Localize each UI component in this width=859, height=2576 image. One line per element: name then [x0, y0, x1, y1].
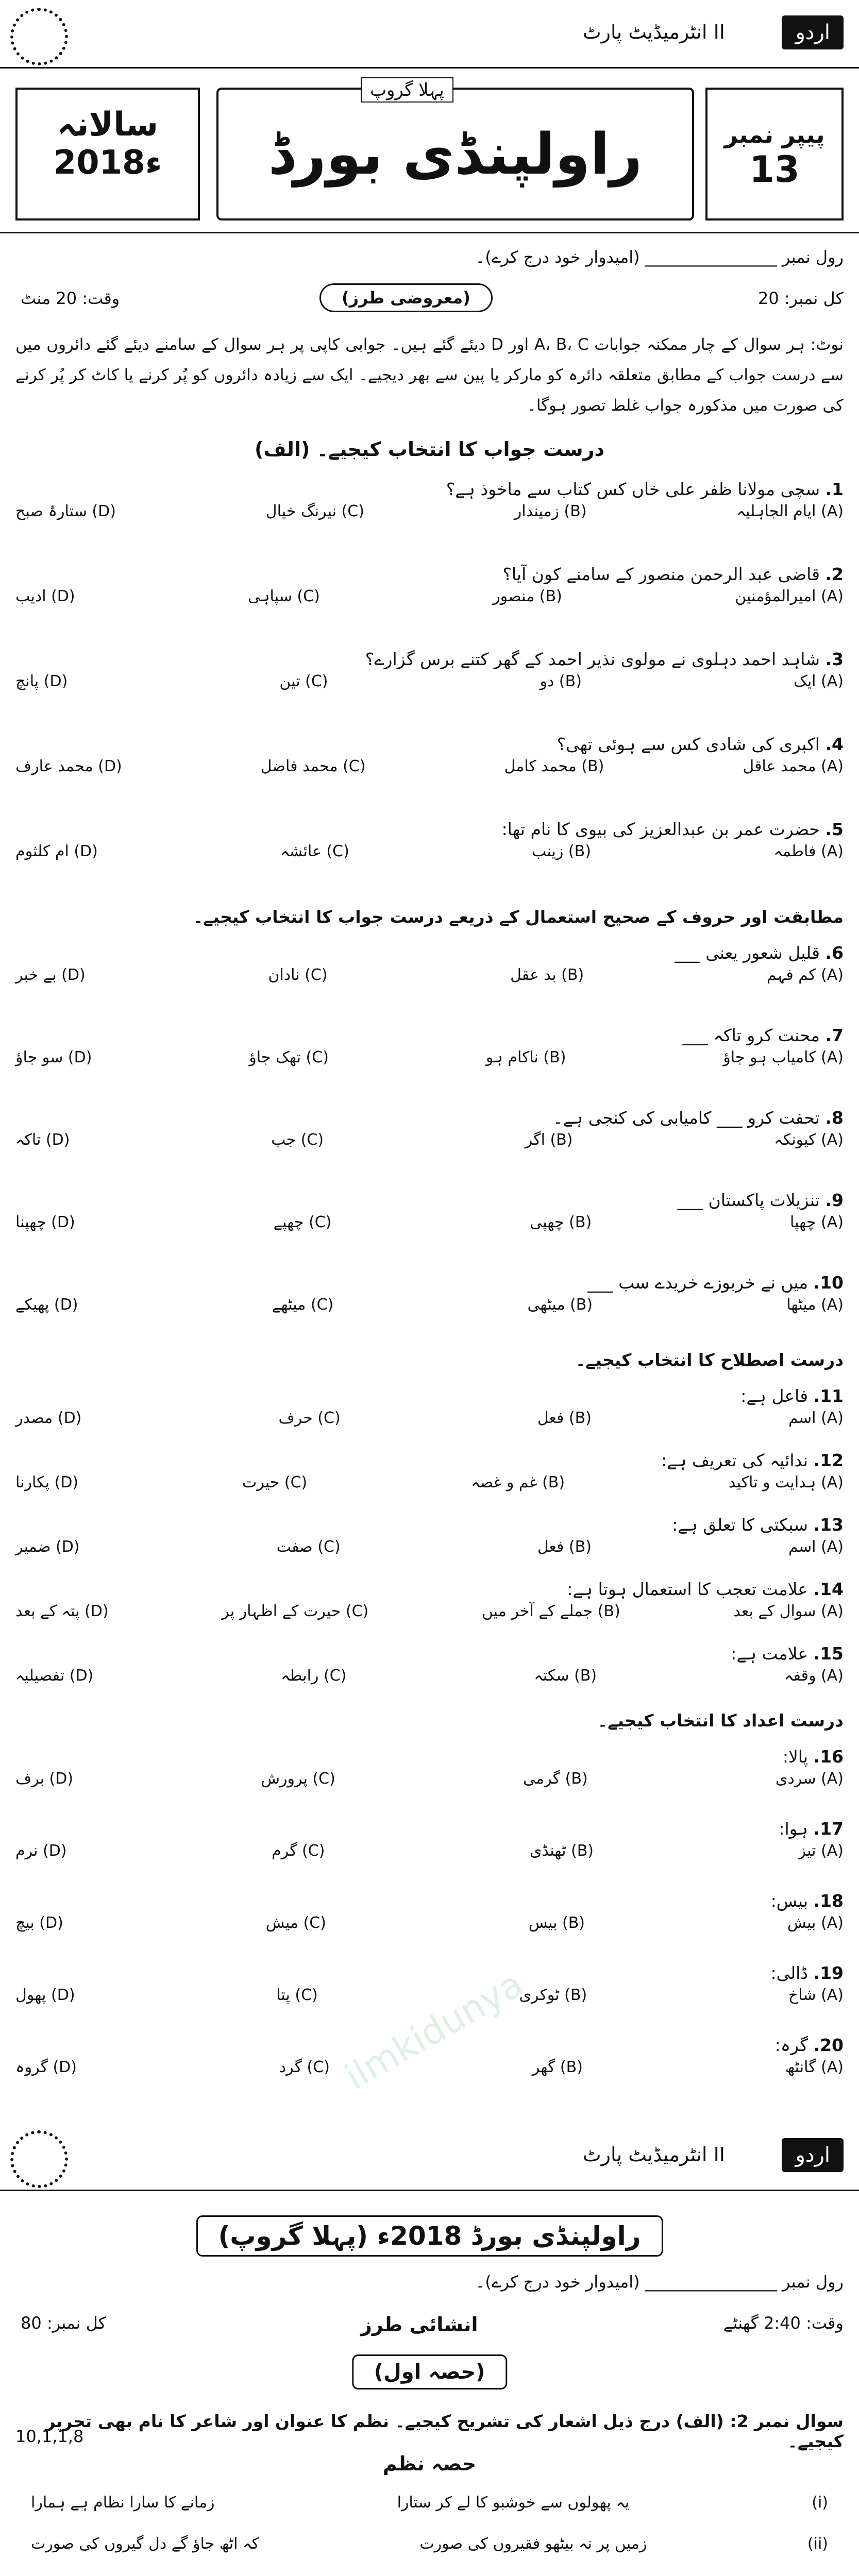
question-9 — [15, 1190, 844, 1231]
answer-option[interactable]: (B) فعل — [537, 1538, 592, 1556]
answer-option[interactable]: (D) پکارنا — [15, 1473, 79, 1492]
question-text — [15, 564, 844, 584]
poem-a: یہ پھولوں سے خوشبو کا لے کر ستارا — [397, 2494, 630, 2512]
question-16 — [15, 1747, 844, 1788]
answer-options — [15, 1914, 844, 1932]
answer-options — [15, 1213, 844, 1231]
answer-option[interactable]: (A) وقفہ — [784, 1667, 844, 1685]
answer-option[interactable]: (B) چھپی — [530, 1213, 592, 1231]
answer-option[interactable]: (A) گانٹھ — [785, 2058, 844, 2076]
question-text — [15, 1386, 844, 1406]
style-label: انشائی طرز — [361, 2313, 478, 2336]
question-body: بیس: — [770, 1891, 809, 1911]
answer-option[interactable]: (D) تاکہ — [15, 1131, 70, 1149]
answer-options — [15, 672, 844, 690]
question-text — [15, 1273, 844, 1293]
annual-label: سالانہ — [57, 106, 159, 144]
subjective-page — [0, 2123, 859, 2576]
question-body: سبکتی کا تعلق ہے: — [672, 1515, 809, 1535]
question-body: ڈالی: — [770, 1963, 809, 1983]
question-13 — [15, 1515, 844, 1556]
answer-option[interactable]: (D) نرم — [15, 1842, 67, 1860]
answer-options — [15, 587, 844, 605]
question-body: ندائیہ کی تعریف ہے: — [661, 1450, 809, 1470]
answer-option[interactable]: (A) سردی — [775, 1770, 844, 1788]
answer-option[interactable]: (D) پھول — [15, 1986, 75, 2004]
question-2 — [15, 564, 844, 605]
answer-option[interactable]: (C) سپاہی — [247, 587, 320, 605]
top-bar — [0, 0, 859, 69]
answer-option[interactable]: (B) غم و غصہ — [471, 1473, 565, 1492]
year-label: 2018ء — [53, 144, 162, 182]
answer-option[interactable]: (A) امیرالمؤمنین — [735, 587, 844, 605]
part1-title: (حصہ اول) — [352, 2354, 507, 2389]
answer-option[interactable]: (D) پانچ — [15, 672, 68, 690]
answer-option[interactable]: (C) نادان — [268, 966, 328, 984]
question-number: 7. — [825, 1025, 844, 1045]
nazm-heading: حصہ نظم — [382, 2452, 477, 2475]
subject-tag: اردو — [782, 15, 844, 49]
answer-option[interactable]: (C) رابطہ — [281, 1667, 347, 1685]
paper-number: 13 — [749, 148, 800, 191]
answer-option[interactable]: (C) محمد فاضل — [260, 757, 366, 775]
answer-option[interactable]: (B) بد عقل — [510, 966, 584, 984]
answer-option[interactable]: (C) گرم — [272, 1842, 325, 1860]
question-1 — [15, 479, 844, 520]
question-number: 2. — [825, 564, 844, 584]
question-body: حضرت عمر بن عبدالعزیز کی بیوی کا نام تھا: — [501, 819, 820, 839]
answer-options — [15, 1048, 844, 1066]
answer-option[interactable]: (A) اسم — [788, 1409, 844, 1427]
section-a-title: (الف) درست جواب کا انتخاب کیجیے۔ — [255, 438, 604, 461]
watermark: ilmkidunya — [338, 1962, 531, 2098]
question-17 — [15, 1819, 844, 1860]
answer-option[interactable]: (D) چھپنا — [15, 1213, 75, 1231]
answer-option[interactable]: (C) حیرت — [242, 1473, 308, 1492]
question-number: 4. — [825, 734, 844, 754]
question-body: فاعل ہے: — [740, 1386, 809, 1406]
answer-option[interactable]: (A) ایک — [793, 672, 844, 690]
question-4 — [15, 734, 844, 775]
answer-option[interactable]: (C) صفت — [276, 1538, 341, 1556]
question-body: پالا: — [782, 1747, 809, 1767]
answer-option[interactable]: (D) پھیکے — [15, 1296, 78, 1314]
question-number: 8. — [825, 1108, 844, 1128]
poem-line — [31, 2494, 828, 2512]
question-text — [15, 479, 844, 499]
answer-option[interactable]: (B) بیس — [528, 1914, 585, 1932]
question-number: 13. — [813, 1515, 844, 1535]
question-text — [15, 1819, 844, 1839]
question-number: 14. — [813, 1579, 844, 1599]
answer-option[interactable]: (D) تفصیلیہ — [15, 1667, 94, 1685]
question-number: 11. — [813, 1386, 844, 1406]
poem-line — [31, 2535, 828, 2553]
answer-option[interactable]: (C) گرد — [279, 2058, 330, 2076]
answer-option[interactable]: (A) شاخ — [788, 1986, 844, 2004]
question-text — [15, 649, 844, 669]
question-number: 9. — [825, 1190, 844, 1210]
answer-option[interactable]: (C) جب — [271, 1131, 324, 1149]
answer-option[interactable]: (A) ہدایت و تاکید — [728, 1473, 844, 1492]
answer-option[interactable]: (D) ضمیر — [15, 1538, 80, 1556]
answer-options — [15, 757, 844, 775]
question-number: 16. — [813, 1747, 844, 1767]
answer-option[interactable]: (B) محمد کامل — [504, 757, 604, 775]
question-5 — [15, 819, 844, 860]
subject-tag: اردو — [782, 2138, 844, 2172]
question-body: گرہ: — [774, 2035, 809, 2055]
total-marks: کل نمبر: 80 — [21, 2313, 107, 2333]
answer-option[interactable]: (C) نیرنگ خیال — [265, 502, 364, 520]
answer-option[interactable]: (B) گرمی — [523, 1770, 588, 1788]
second-top-bar — [0, 2123, 859, 2191]
poem-num: (i) — [812, 2494, 828, 2512]
total-marks: کل نمبر: 20 — [757, 289, 844, 308]
poem-b: زمانے کا سارا نظام ہے ہمارا — [31, 2494, 215, 2512]
answer-option[interactable]: (D) بے خبر — [15, 966, 86, 984]
question-body: سچی مولانا ظفر علی خاں کس کتاب سے ماخوذ ہے؟ — [446, 479, 820, 499]
answer-option[interactable]: (B) ٹوکری — [519, 1986, 587, 2004]
answer-options — [15, 1131, 844, 1149]
question-body: ہوا: — [779, 1819, 809, 1839]
question-number: 12. — [813, 1450, 844, 1470]
question-6 — [15, 943, 844, 984]
question-body: علامت تعجب کا استعمال ہوتا ہے: — [567, 1579, 809, 1599]
question-number: 6. — [825, 943, 844, 963]
answer-option[interactable]: (A) ایام الجاہلیہ — [736, 502, 844, 520]
answer-options — [15, 1473, 844, 1492]
answer-option[interactable]: (C) عائشہ — [280, 842, 349, 860]
question-text — [15, 1579, 844, 1599]
board-title-box — [216, 88, 694, 221]
paper-label: پیپر نمبر — [724, 121, 825, 148]
answer-options — [15, 1986, 844, 2004]
question-7 — [15, 1025, 844, 1066]
answer-option[interactable]: (B) دو — [540, 672, 582, 690]
answer-option[interactable]: (B) ناکام ہو — [485, 1048, 566, 1066]
instructions: نوٹ: ہر سوال کے چار ممکنہ جوابات A، B، C اور D دیئے گئے ہیں۔ جوابی کاپی پر ہر سوال کے سامنے دیئے گئے دائروں میں سے درست جواب کے مطابق متعلقہ دائرہ کو مارکر یا پین سے بھر دیجیے۔ ایک سے زیادہ دائروں کو پُر کرنے یا کاٹ کر پُر کرنے کی صورت میں مذکورہ جواب غلط تصور ہوگا۔ — [15, 335, 844, 415]
answer-option[interactable]: (B) ٹھنڈی — [529, 1842, 594, 1860]
answer-option[interactable]: (B) فعل — [537, 1409, 592, 1427]
answer-option[interactable]: (A) تیز — [798, 1842, 844, 1860]
question-14 — [15, 1579, 844, 1620]
answer-options — [15, 842, 844, 860]
question-number: 17. — [813, 1819, 844, 1839]
part-label: انٹرمیڈیٹ پارٹ II — [582, 21, 725, 43]
answer-option[interactable]: (D) گروہ — [15, 2058, 77, 2076]
question-body: اکبری کی شادی کس سے ہوئی تھی؟ — [557, 734, 820, 754]
question-number: 18. — [813, 1891, 844, 1911]
paper-number-box — [705, 88, 844, 221]
question-number: 20. — [813, 2035, 844, 2055]
answer-option[interactable]: (B) میٹھی — [527, 1296, 593, 1314]
question-number: 15. — [813, 1643, 844, 1664]
style-label: (معروضی طرز) — [319, 283, 493, 312]
answer-option[interactable]: (B) گھر — [532, 2058, 583, 2076]
answer-option[interactable]: (C) پرورش — [261, 1770, 335, 1788]
poem-num: (ii) — [807, 2535, 828, 2553]
question-text — [15, 1515, 844, 1535]
answer-option[interactable]: (A) اسم — [788, 1538, 844, 1556]
answer-option[interactable]: (C) تھک جاؤ — [249, 1048, 329, 1066]
question-text — [15, 1891, 844, 1911]
question-18 — [15, 1891, 844, 1932]
answer-option[interactable]: (C) حرف — [278, 1409, 341, 1427]
question-text — [15, 1963, 844, 1983]
answer-option[interactable]: (D) محمد عارف — [15, 757, 122, 775]
answer-option[interactable]: (D) برف — [15, 1770, 74, 1788]
board-title: راولپنڈی بورڈ — [268, 121, 643, 187]
answer-option[interactable]: (C) پتا — [276, 1986, 318, 2004]
answer-option[interactable]: (A) محمد عاقل — [743, 757, 844, 775]
answer-option[interactable]: (B) اگر — [525, 1131, 573, 1149]
time-label: وقت: 2:40 گھنٹے — [723, 2313, 844, 2333]
answer-option[interactable]: (A) چھپا — [789, 1213, 844, 1231]
question-text — [15, 943, 844, 963]
time-label: وقت: 20 منٹ — [21, 289, 120, 308]
answer-option[interactable]: (C) میٹھے — [272, 1296, 334, 1314]
question-10 — [15, 1273, 844, 1314]
poem-b: کہ اٹھ جاؤ گے دل گیروں کی صورت — [31, 2535, 259, 2553]
question-text — [15, 1108, 844, 1128]
answer-options — [15, 1538, 844, 1556]
answer-option[interactable]: (D) ام کلثوم — [15, 842, 98, 860]
question-text — [15, 734, 844, 754]
question-text — [15, 1747, 844, 1767]
answer-options — [15, 1842, 844, 1860]
answer-option[interactable]: (B) زمیندار — [514, 502, 587, 520]
question-body: تنزیلات پاکستان ___ — [677, 1190, 820, 1210]
answer-option[interactable]: (C) حیرت کے اظہار پر — [222, 1602, 369, 1620]
board-heading: راولپنڈی بورڈ 2018ء (پہلا گروپ) — [196, 2215, 663, 2257]
answer-option[interactable]: (B) منصور — [493, 587, 562, 605]
question-body: تحفت کرو ___ کامیابی کی کنجی ہے۔ — [553, 1108, 820, 1128]
answer-option[interactable]: (A) بیش — [787, 1914, 844, 1932]
question-body: محنت کرو تاکہ ___ — [682, 1025, 820, 1045]
question-12 — [15, 1450, 844, 1492]
answer-option[interactable]: (C) تین — [279, 672, 328, 690]
question-body: قاضی عبد الرحمن منصور کے سامنے کون آیا؟ — [502, 564, 820, 584]
answer-options — [15, 1770, 844, 1788]
answer-option[interactable]: (C) چھپے — [273, 1213, 332, 1231]
flower-ornament-icon — [10, 8, 68, 65]
question-8 — [15, 1108, 844, 1149]
answer-options — [15, 966, 844, 984]
question-body: میں نے خربوزے خریدے سب ___ — [587, 1273, 809, 1293]
question-11 — [15, 1386, 844, 1427]
flower-ornament-icon — [10, 2130, 68, 2188]
answer-option[interactable]: (C) میش — [265, 1914, 326, 1932]
question-text — [15, 819, 844, 839]
answer-option[interactable]: (D) ادیب — [15, 587, 75, 605]
answer-option[interactable]: (A) کیونکہ — [774, 1131, 844, 1149]
answer-option[interactable]: (A) کم فہم — [766, 966, 844, 984]
answer-options — [15, 1602, 844, 1620]
question-15 — [15, 1643, 844, 1685]
answer-option[interactable]: (D) پتہ کے بعد — [15, 1602, 109, 1620]
answer-option[interactable]: (A) میٹھا — [786, 1296, 844, 1314]
question-number: 1. — [825, 479, 844, 499]
answer-option[interactable]: (A) سوال کے بعد — [733, 1602, 844, 1620]
answer-option[interactable]: (D) ستارۂ صبح — [15, 502, 116, 520]
section-c-title: درست اصطلاح کا انتخاب کیجیے۔ — [575, 1350, 844, 1370]
question-text — [15, 1025, 844, 1045]
question-number: 19. — [813, 1963, 844, 1983]
answer-options — [15, 1296, 844, 1314]
question-number: 5. — [825, 819, 844, 839]
question-body: قلیل شعور یعنی ___ — [675, 943, 820, 963]
answer-options — [15, 1667, 844, 1685]
question-body: شاہد احمد دہلوی نے مولوی نذیر احمد کے گھر کتنے برس گزارے؟ — [365, 649, 820, 669]
question-body: علامت ہے: — [731, 1643, 809, 1664]
group-label: پہلا گروپ — [361, 77, 453, 103]
answer-options — [15, 1409, 844, 1427]
question-text — [15, 1450, 844, 1470]
section-b-title: مطابقت اور حروف کے صحیح استعمال کے ذریعے درست جواب کا انتخاب کیجیے۔ — [193, 907, 844, 927]
answer-option[interactable]: (A) فاطمہ — [773, 842, 844, 860]
roll-label: رول نمبر ________________ (امیدوار خود درج کرے)۔ — [475, 2272, 844, 2292]
q2-marks: 10,1,1,8 — [15, 2427, 84, 2446]
answer-option[interactable]: (A) کامیاب ہو جاؤ — [723, 1048, 844, 1066]
part-label: انٹرمیڈیٹ پارٹ II — [582, 2143, 725, 2166]
question-3 — [15, 649, 844, 690]
question-text — [15, 1190, 844, 1210]
question-19 — [15, 1963, 844, 2004]
answer-option[interactable]: (B) جملے کے آخر میں — [481, 1602, 620, 1620]
section-d-title: درست اعداد کا انتخاب کیجیے۔ — [597, 1710, 844, 1731]
answer-option[interactable]: (D) مصدر — [15, 1409, 82, 1427]
question-text — [15, 1643, 844, 1664]
answer-option[interactable]: (B) زینب — [532, 842, 591, 860]
answer-option[interactable]: (D) سو جاؤ — [15, 1048, 92, 1066]
answer-options — [15, 502, 844, 520]
poem-a: زمیں پر نہ بیٹھو فقیروں کی صورت — [419, 2535, 647, 2553]
answer-option[interactable]: (D) بیچ — [15, 1914, 63, 1932]
answer-option[interactable]: (B) سکتہ — [534, 1667, 597, 1685]
year-box — [15, 88, 200, 221]
roll-label: رول نمبر ________________ (امیدوار خود درج کرے)۔ — [475, 247, 844, 267]
answer-options — [15, 2058, 844, 2076]
q2-title: سوال نمبر 2: (الف) درج ذیل اشعار کی تشریح کیجیے۔ نظم کا عنوان اور شاعر کا نام بھی تحریر کیجیے۔ — [45, 2411, 844, 2451]
question-number: 10. — [813, 1273, 844, 1293]
banner — [0, 77, 859, 233]
question-number: 3. — [825, 649, 844, 669]
